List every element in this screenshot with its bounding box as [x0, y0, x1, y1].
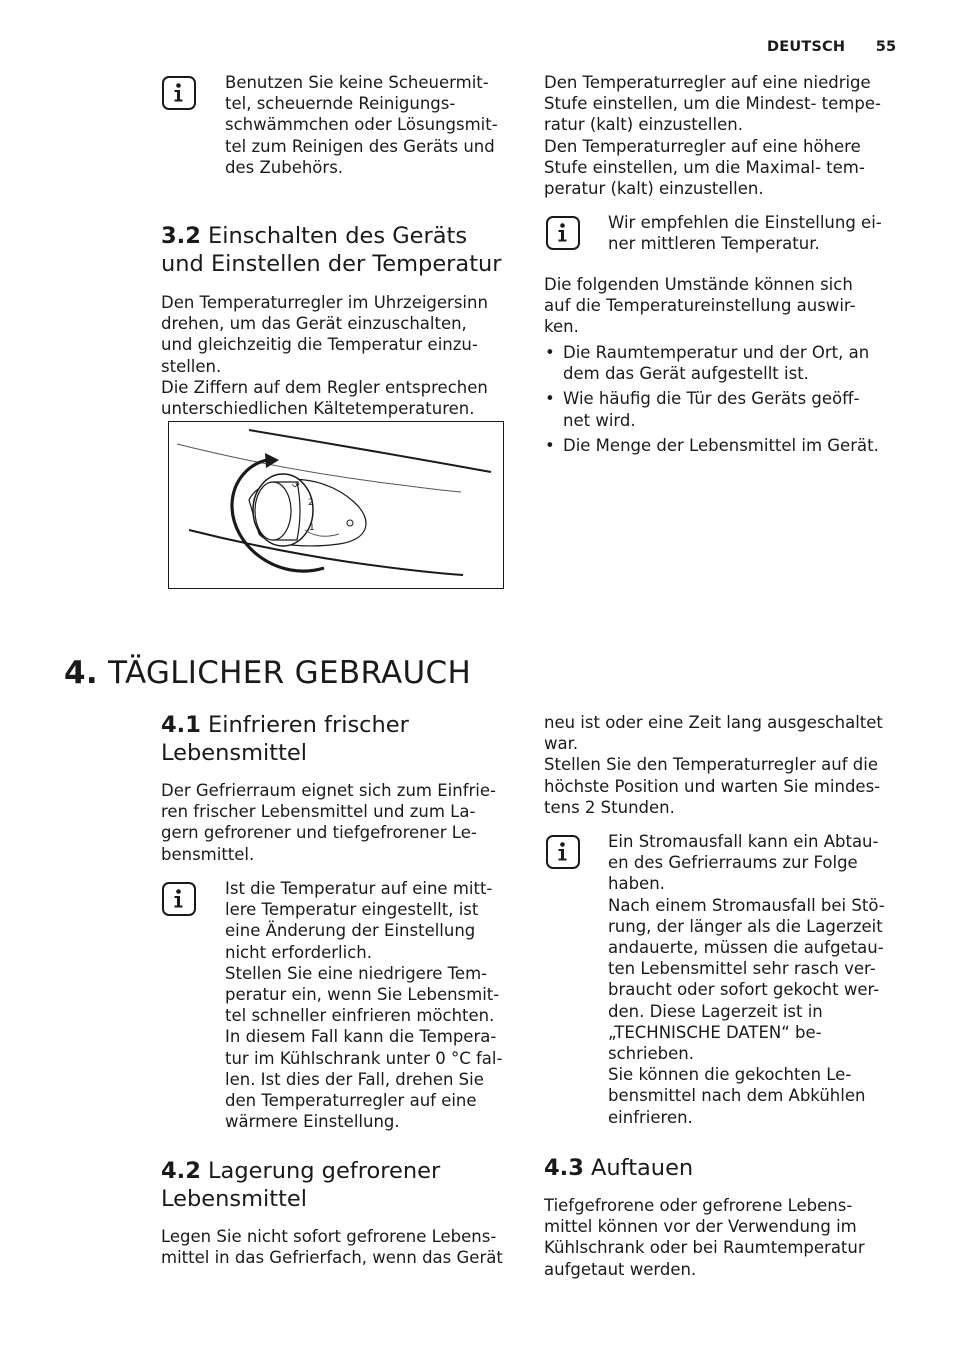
info-icon: [162, 76, 196, 110]
heading-4-3: 4.3 Auftauen: [544, 1155, 694, 1181]
list-item: • Wie häufig die Tür des Geräts geöff- net wird.: [544, 388, 879, 430]
heading-4-1: 4.1 Einfrieren frischer Lebensmittel: [161, 712, 409, 766]
note-cleaning: Benutzen Sie keine Scheuermit- tel, scheuernde Reinigungs- schwämmchen oder Lösungsmit- tel zum Reinigen des Geräts und des Zubehörs.: [225, 73, 498, 177]
info-icon: [546, 216, 580, 250]
dial-label: 2: [308, 498, 314, 508]
paragraph-freezing: Der Gefrierraum eignet sich zum Einfrie- ren frischer Lebensmittel und zum La- gern gefrorener und tiefgefrorener Le- bensmittel.: [161, 781, 496, 864]
chapter-title: 4. TÄGLICHER GEBRAUCH: [64, 655, 472, 691]
header-section: DEUTSCH: [767, 39, 846, 55]
paragraph-thawing: Tiefgefrorene oder gefrorene Lebens- mittel können vor der Verwendung im Kühlschrank oder bei Raumtemperatur aufgetaut werden.: [544, 1196, 865, 1279]
note-medium-temperature: Ist die Temperatur auf eine mitt- lere Temperatur eingestellt, ist eine Änderung der Einstellung nicht erforderlich. Stellen Sie eine niedrigere Tem- peratur ein, wenn Sie Lebensmit- tel schneller einfrieren möchten. In diesem Fall kann die Tempera- tur im Kühlschrank unter 0 °C fal- len. Ist dies der Fall, drehen Sie den Temperaturregler auf eine wärmere Einstellung.: [225, 879, 503, 1132]
heading-3-2: 3.2 Einschalten des Geräts und Einstellen der Temperatur: [161, 223, 502, 277]
paragraph-temperature-setting: Den Temperaturregler auf eine niedrige Stufe einstellen, um die Mindest- tempe- ratur (kalt) einzustellen. Den Temperaturregler auf eine höhere Stufe einstellen, um die Maximal- tem- peratur (kalt) einzustellen.: [544, 73, 881, 199]
heading-4-2: 4.2 Lagerung gefrorener Lebensmittel: [161, 1158, 441, 1212]
note-power-failure: Ein Stromausfall kann ein Abtau- en des Gefrierraums zur Folge haben. Nach einem Stromausfall bei Stö- rung, der länger als die Lagerzeit andauerte, müssen die aufgetau- ten Lebensmittel sehr rasch ver- braucht oder sofort gekocht wer- den. Diese Lagerzeit ist in „TECHNISCHE DATEN“ be- schrieben. Sie können die gekochten Le- bensmittel nach dem Abkühlen einfrieren.: [608, 832, 885, 1127]
paragraph-storage-continued: neu ist oder eine Zeit lang ausgeschaltet war. Stellen Sie den Temperaturregler auf die höchste Position und warten Sie mindes- tens 2 Stunden.: [544, 713, 883, 817]
list-item: • Die Raumtemperatur und der Ort, an dem das Gerät aufgestellt ist.: [544, 342, 879, 384]
dial-label: 3: [289, 480, 301, 490]
list-item: • Die Menge der Lebensmittel im Gerät.: [544, 435, 879, 456]
info-icon: [162, 882, 196, 916]
temperature-dial-illustration: [168, 421, 504, 589]
note-recommend-medium: Wir empfehlen die Einstellung ei- ner mittleren Temperatur.: [608, 213, 882, 254]
paragraph-conditions: Die folgenden Umstände können sich auf die Temperatureinstellung auswir- ken.: [544, 275, 856, 337]
dial-label: 1: [309, 523, 315, 533]
info-icon: [546, 835, 580, 869]
conditions-list: [544, 342, 879, 460]
running-header: [767, 39, 896, 55]
paragraph-storage: Legen Sie nicht sofort gefrorene Lebens- mittel in das Gefrierfach, wenn das Gerät: [161, 1227, 503, 1268]
page-number: 55: [875, 39, 897, 55]
paragraph-switch-on: Den Temperaturregler im Uhrzeigersinn drehen, um das Gerät einzuschalten, und gleichzeitig die Temperatur einzu- stellen. Die Ziffern auf dem Regler entsprechen unterschiedlichen Kältetemperaturen.: [161, 293, 488, 419]
